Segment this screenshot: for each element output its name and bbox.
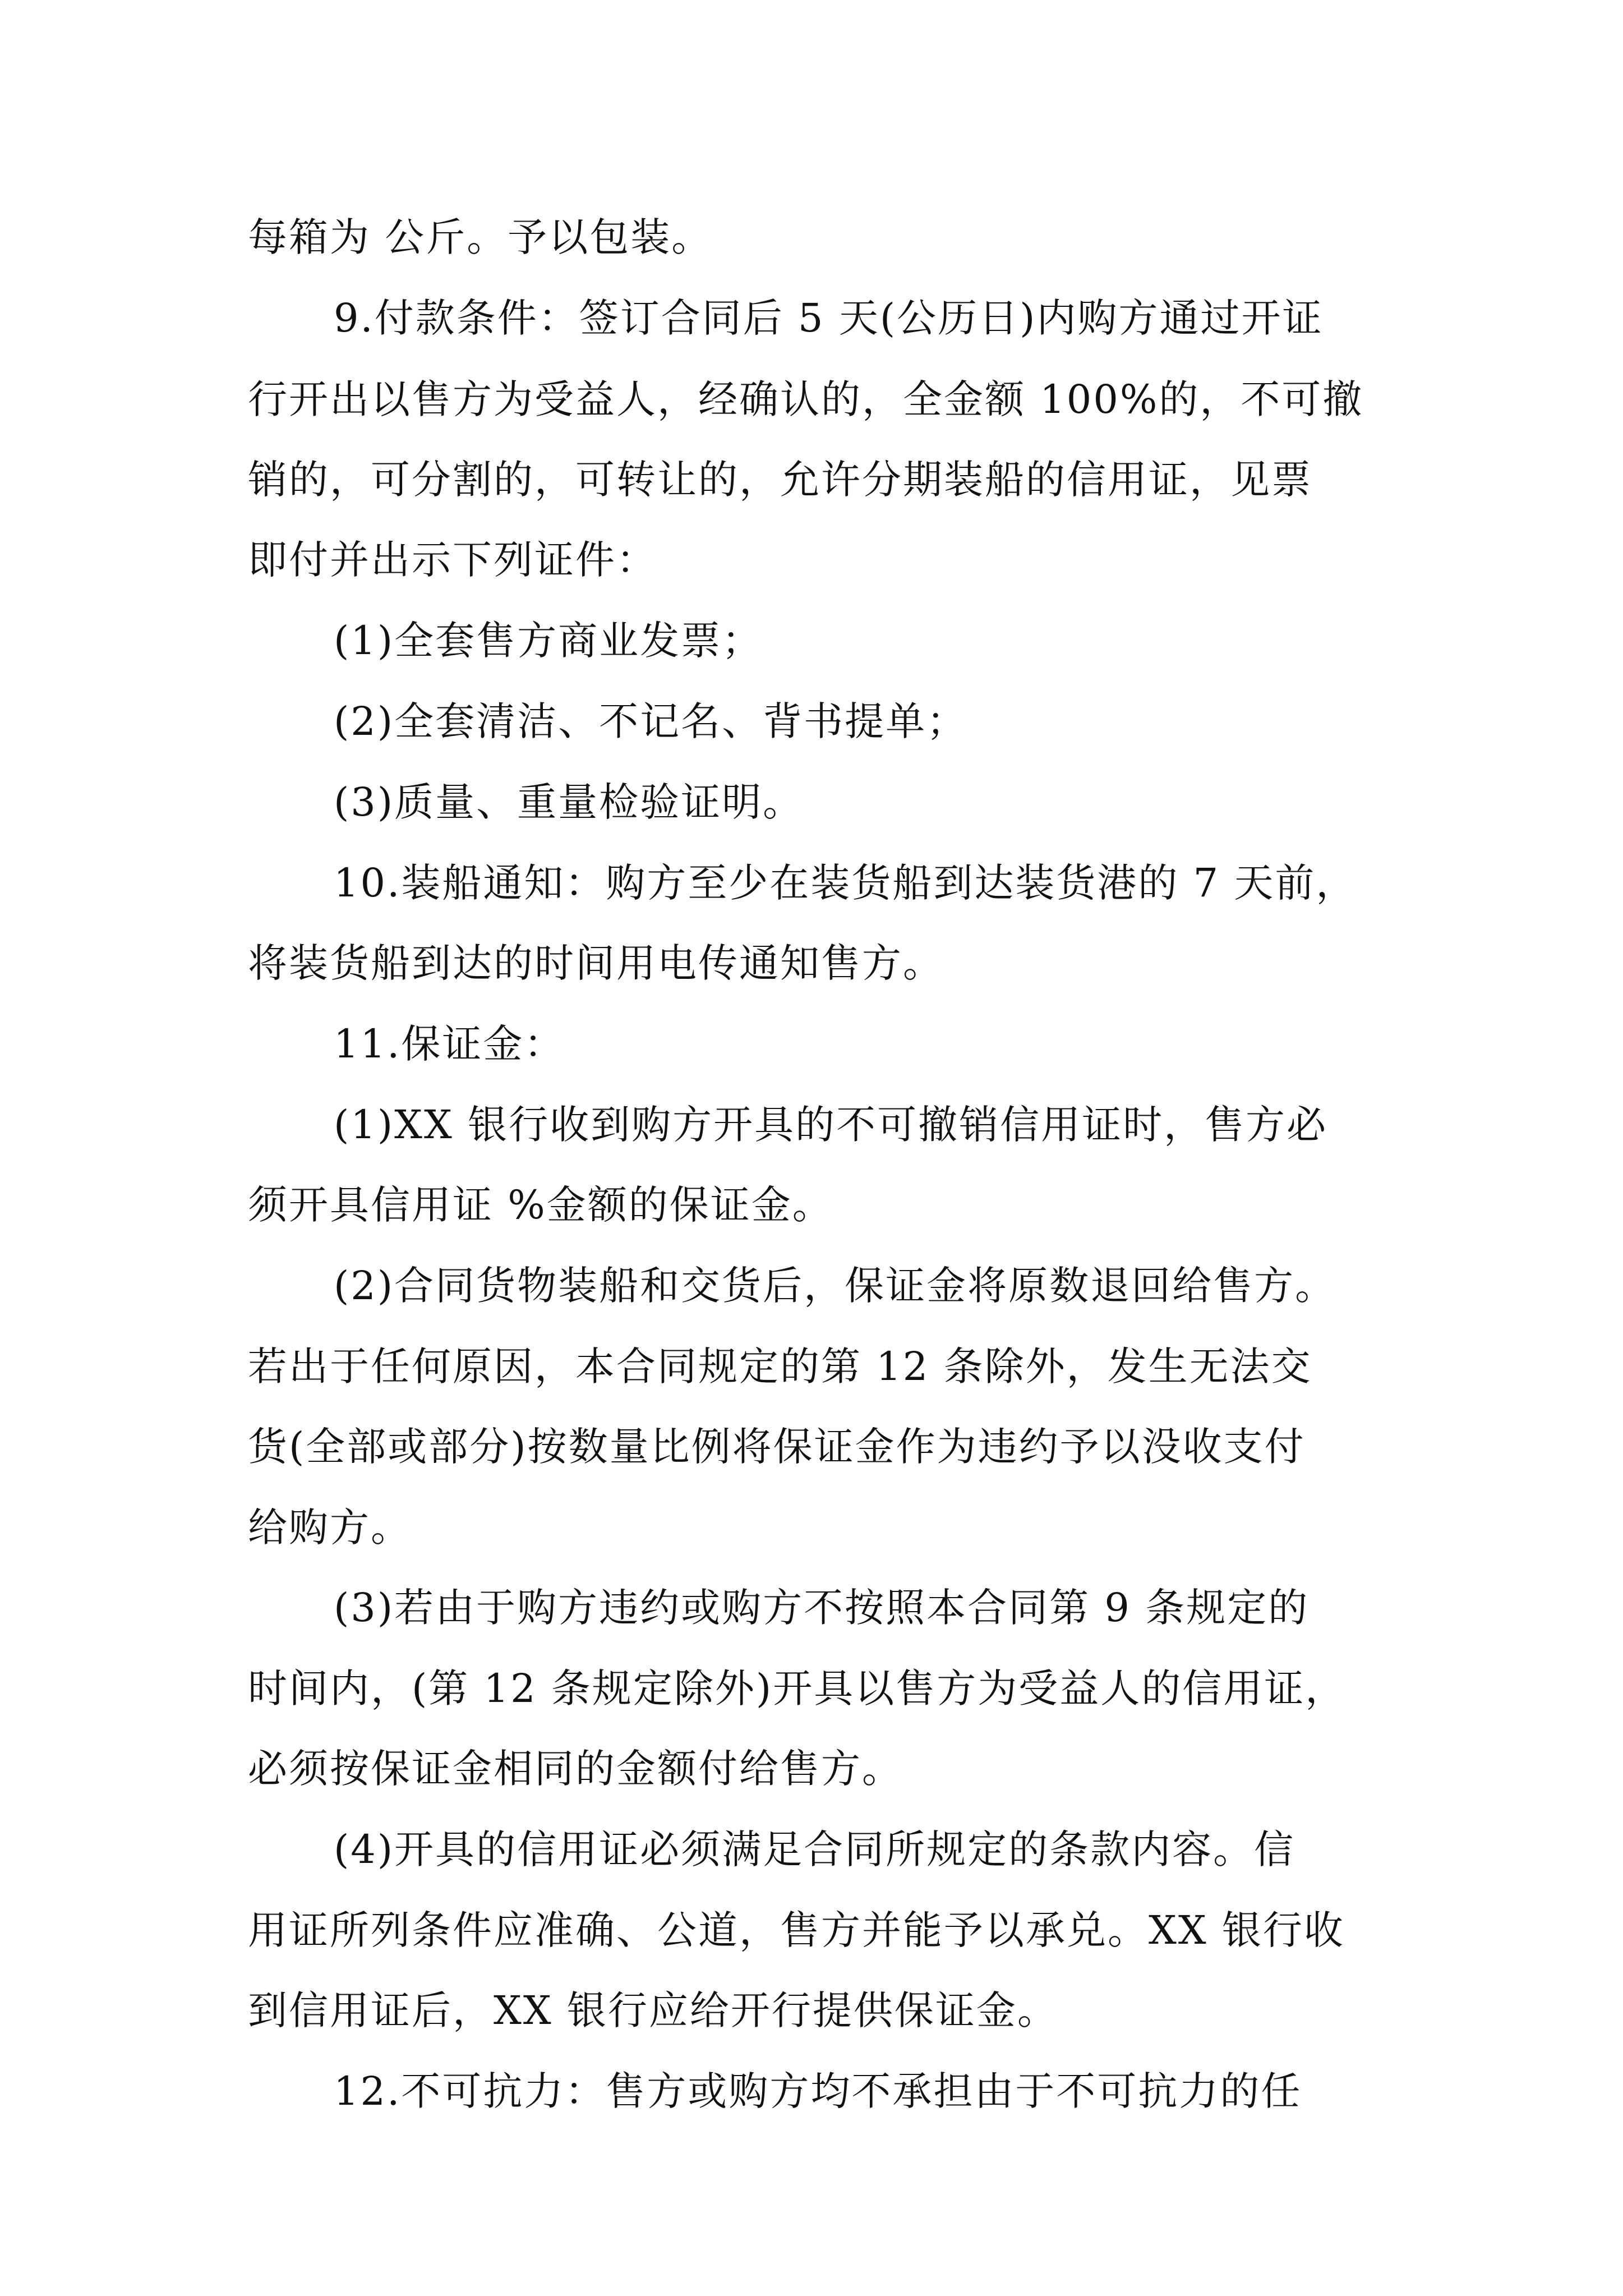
list-item: (2)合同货物装船和交货后，保证金将原数退回给售方。 [334, 1263, 1336, 1309]
text-line: 用证所列条件应准确、公道，售方并能予以承兑。XX 银行收 [248, 1907, 1345, 1953]
text-line: 必须按保证金相同的金额付给售方。 [248, 1746, 903, 1792]
text-line: 行开出以售方为受益人，经确认的，全金额 100%的，不可撤 [248, 376, 1364, 422]
list-item: (3)质量、重量检验证明。 [334, 779, 804, 825]
clause-12-heading: 12.不可抗力：售方或购方均不承担由于不可抗力的任 [334, 2068, 1302, 2114]
text-line: 时间内，(第 12 条规定除外)开具以售方为受益人的信用证， [248, 1665, 1347, 1711]
text-line: 货(全部或部分)按数量比例将保证金作为违约予以没收支付 [248, 1424, 1306, 1470]
clause-10-heading: 10.装船通知：购方至少在装货船到达装货港的 7 天前， [334, 860, 1357, 906]
list-item: (2)全套清洁、不记名、背书提单； [334, 698, 968, 744]
text-line: 给购方。 [248, 1504, 412, 1550]
text-line: 须开具信用证 %金额的保证金。 [248, 1182, 833, 1228]
list-item: (1)XX 银行收到购方开具的不可撤销信用证时，售方必 [334, 1102, 1328, 1148]
text-line: 若出于任何原因，本合同规定的第 12 条除外，发生无法交 [248, 1343, 1312, 1389]
text-line: 每箱为 公斤。予以包装。 [248, 214, 713, 260]
list-item: (3)若由于购方违约或购方不按照本合同第 9 条规定的 [334, 1585, 1310, 1631]
text-line: 销的，可分割的，可转让的，允许分期装船的信用证，见票 [248, 457, 1312, 503]
text-line: 即付并出示下列证件： [248, 537, 657, 583]
list-item: (4)开具的信用证必须满足合同所规定的条款内容。信 [334, 1826, 1295, 1872]
clause-11-heading: 11.保证金： [334, 1021, 565, 1067]
clause-9-heading: 9.付款条件：签订合同后 5 天(公历日)内购方通过开证 [334, 295, 1324, 341]
text-line: 到信用证后，XX 银行应给开行提供保证金。 [248, 1987, 1058, 2033]
text-line: 将装货船到达的时间用电传通知售方。 [248, 940, 944, 986]
list-item: (1)全套售方商业发票； [334, 618, 763, 664]
